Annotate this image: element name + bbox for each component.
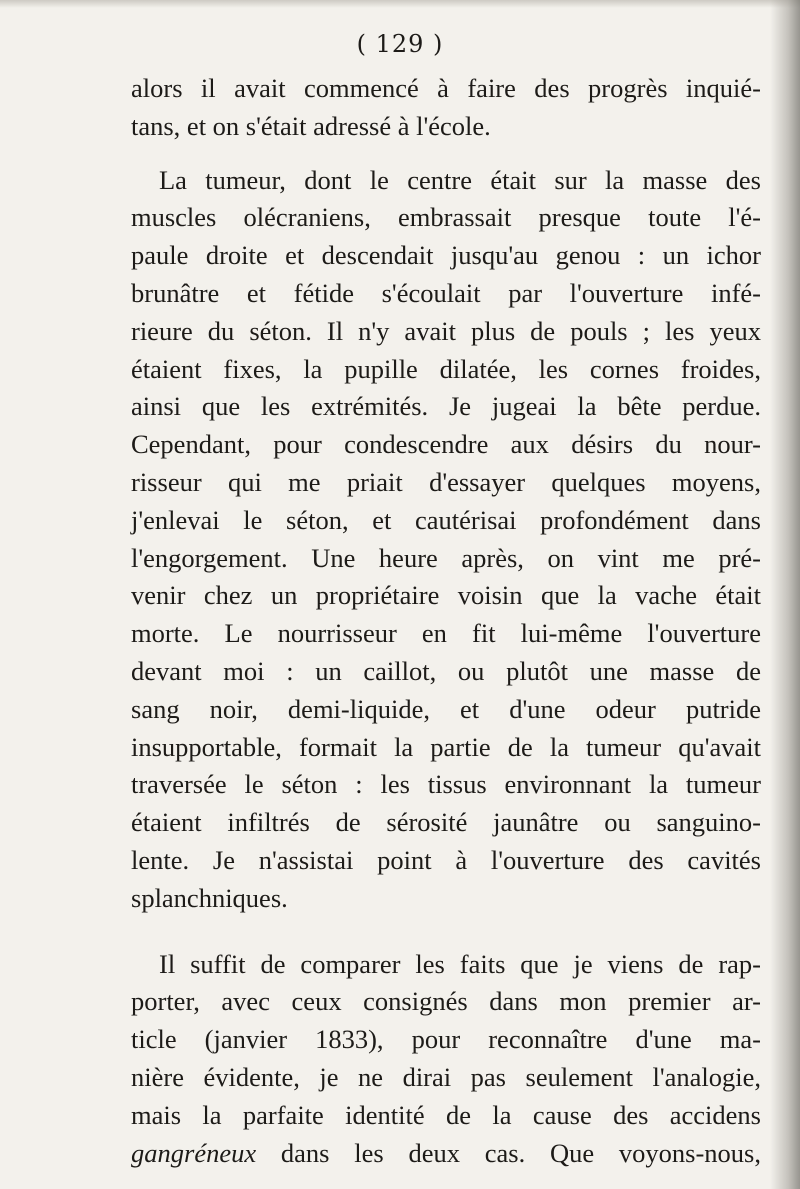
text-line: paule droite et descendait jusqu'au genou : un ichor: [131, 240, 761, 271]
italic-word: gangréneux: [131, 1137, 257, 1168]
text-fragment: dans les deux cas. Que voyons-nous,: [256, 1137, 761, 1168]
text-line: Il suffit de comparer les faits que je viens de rap-: [159, 948, 761, 979]
text-line: rieure du séton. Il n'y avait plus de pouls ; les yeux: [131, 315, 761, 346]
text-line: lente. Je n'assistai point à l'ouverture des cavités: [131, 844, 761, 875]
body-text: [131, 70, 761, 1172]
text-line: venir chez un propriétaire voisin que la vache était: [131, 580, 761, 611]
text-line: risseur qui me priait d'essayer quelques moyens,: [131, 466, 761, 497]
page-top-shadow: [0, 0, 800, 8]
paragraph-gap: [131, 146, 761, 162]
text-line: devant moi : un caillot, ou plutôt une masse de: [131, 655, 761, 686]
page-edge-shadow: [770, 0, 800, 1189]
paragraph-2: [131, 162, 761, 918]
text-line: traversée le séton : les tissus environnant la tumeur: [131, 769, 761, 800]
text-line: alors il avait commencé à faire des progrès inquié-: [131, 73, 761, 103]
text-line: tans, et on s'était adressé à l'école.: [131, 110, 491, 141]
text-line: brunâtre et fétide s'écoulait par l'ouverture infé-: [131, 277, 761, 308]
text-line: ainsi que les extrémités. Je jugeai la bête perdue.: [131, 391, 761, 422]
text-line: insupportable, formait la partie de la tumeur qu'avait: [131, 731, 761, 762]
text-line: Cependant, pour condescendre aux désirs du nour-: [131, 429, 761, 460]
text-line: étaient fixes, la pupille dilatée, les cornes froides,: [131, 353, 761, 384]
paragraph-1: [131, 70, 761, 146]
text-line: étaient infiltrés de sérosité jaunâtre ou sanguino-: [131, 807, 761, 838]
page-number: ( 129 ): [356, 30, 444, 58]
text-line: ticle (janvier 1833), pour reconnaître d'une ma-: [131, 1024, 761, 1055]
paragraph-gap: [131, 918, 761, 946]
text-line: morte. Le nourrisseur en fit lui-même l'ouverture: [131, 618, 761, 649]
text-line: splanchniques.: [131, 882, 288, 913]
text-line: nière évidente, je ne dirai pas seulement l'analogie,: [131, 1061, 761, 1092]
text-line: sang noir, demi-liquide, et d'une odeur putride: [131, 693, 761, 724]
text-line: La tumeur, dont le centre était sur la masse des: [159, 164, 761, 195]
text-line: porter, avec ceux consignés dans mon premier ar-: [131, 986, 761, 1017]
paragraph-3: [131, 946, 761, 1173]
text-line: muscles olécraniens, embrassait presque toute l'é-: [131, 202, 761, 233]
text-line-final: [131, 1135, 761, 1173]
text-line: j'enlevai le séton, et cautérisai profondément dans: [131, 504, 761, 535]
text-line: l'engorgement. Une heure après, on vint me pré-: [131, 542, 761, 573]
text-line: mais la parfaite identité de la cause des accidens: [131, 1099, 761, 1130]
